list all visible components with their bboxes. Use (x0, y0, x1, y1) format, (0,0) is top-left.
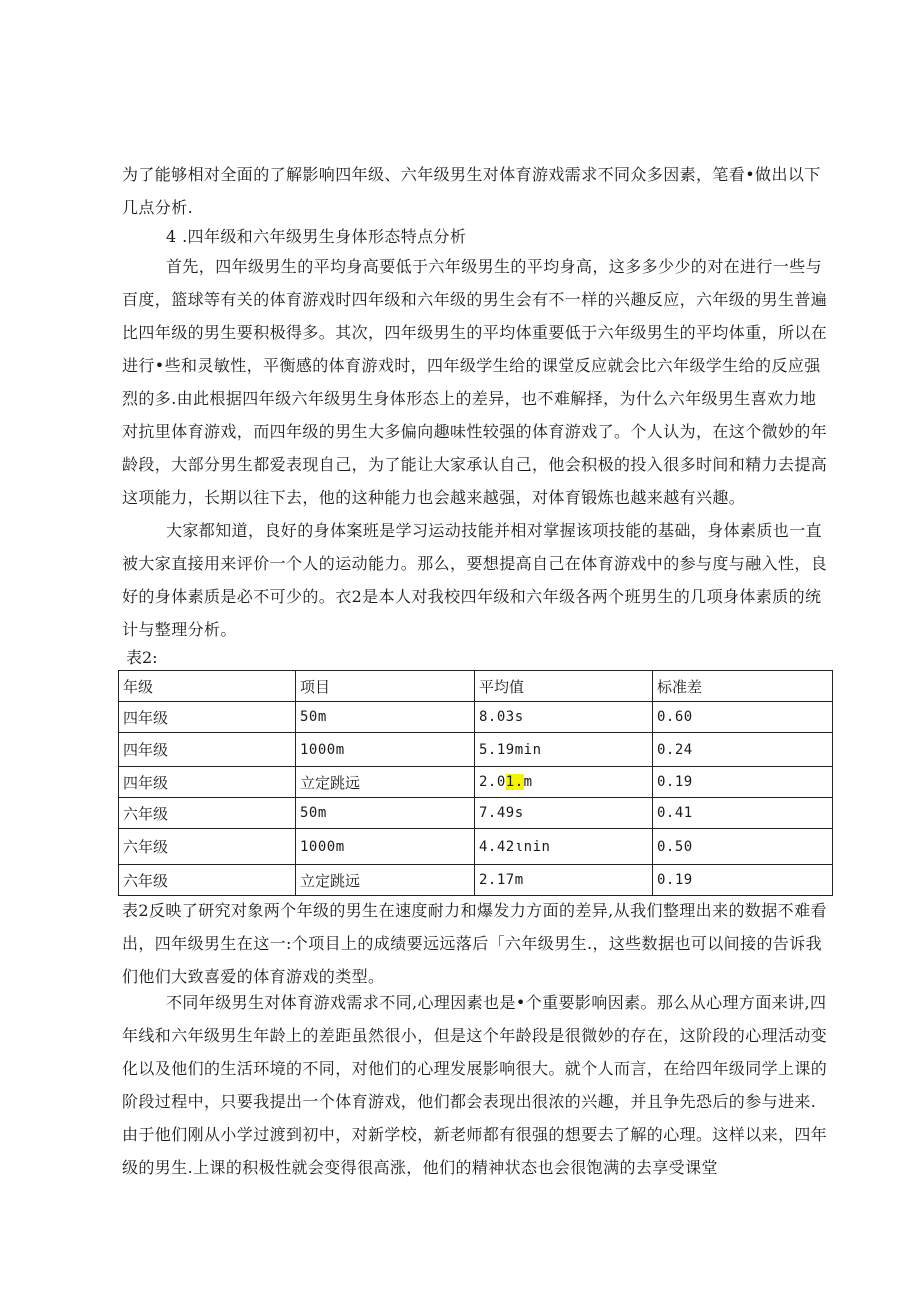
table-row (119, 865, 833, 896)
table-row (119, 767, 833, 798)
highlight-mark: 1. (505, 774, 524, 790)
cell-item: 50m (296, 798, 475, 829)
cell-grade: 六年级 (119, 829, 296, 865)
section-heading: 4 .四年级和六年级男生身体形态特点分析 (166, 227, 467, 246)
header-mean: 平均值 (475, 671, 653, 702)
table-caption: 表2: (126, 648, 158, 667)
table-row (119, 733, 833, 767)
cell-grade: 六年级 (119, 865, 296, 896)
header-sd: 标准差 (653, 671, 833, 702)
cell-mean-highlighted (475, 767, 653, 798)
cell-mean: 2.17m (475, 865, 653, 896)
table-header-row (119, 671, 833, 702)
cell-mean: 4.42ιnin (475, 829, 653, 865)
cell-mean: 7.49s (475, 798, 653, 829)
cell-sd: 0.19 (653, 767, 833, 798)
cell-grade: 四年级 (119, 733, 296, 767)
table-row (119, 829, 833, 865)
cell-grade: 六年级 (119, 798, 296, 829)
paragraph-psychology: 不同年级男生对体育游戏需求不同,心理因素也是•个重要影响因素。那么从心理方面来讲,四年线和六年级男生年龄上的差距虽然很小，但是这个年龄段是很微妙的存在，这阶段的心理活动变化以及他们的生活环境的不同，对他们的心理发展影响很大。就个人而言，在给四年级同学上课的阶段过程中，只要我提出一个体育游戏，他们都会表现出很浓的兴趣，并且争先恐后的参与进来.由于他们刚从小学过渡到初中，对新学校，新老师都有很强的想要去了解的心理。这样以来，四年级的男生.上课的积极性就会变得很高涨，他们的精神状态也会很饱满的去享受课堂 (122, 993, 828, 1177)
cell-item: 50m (296, 702, 475, 733)
header-grade: 年级 (119, 671, 296, 702)
cell-mean: 5.19min (475, 733, 653, 767)
cell-item: 1000m (296, 733, 475, 767)
cell-grade: 四年级 (119, 767, 296, 798)
fitness-table (118, 670, 833, 896)
cell-sd: 0.41 (653, 798, 833, 829)
cell-item: 立定跳远 (296, 767, 475, 798)
table-row (119, 798, 833, 829)
header-item: 项目 (296, 671, 475, 702)
highlighted-value: 2.01.m (479, 774, 533, 790)
cell-mean: 8.03s (475, 702, 653, 733)
paragraph-body-shape: 首先，四年级男生的平均身高要低于六年级男生的平均身高，这多多少少的对在进行一些与百度，篮球等有关的体育游戏时四年级和六年级的男生会有不一样的兴趣反应，六年级的男生普遍比四年级的男生要积极得多。其次，四年级男生的平均体重要低于六年级男生的平均体重，所以在进行•些和灵敏性，平衡感的体育游戏时，四年级学生给的课堂反应就会比六年级学生给的反应强烈的多.由此根据四年级六年级男生身体形态上的差异，也不难解择，为什么六年级男生喜欢力地对抗里体育游戏，而四年级的男生大多偏向趣味性较强的体育游戏了。个人认为，在这个微妙的年龄段，大部分男生都爱表现自己，为了能让大家承认自己，他会积极的投入很多时间和精力去提高这项能力，长期以往下去，他的这种能力也会越来越强，对体育锻炼也越来越有兴趣。 (122, 257, 828, 507)
cell-sd: 0.60 (653, 702, 833, 733)
paragraph-physical-quality: 大家都知道，良好的身体案班是学习运动技能并相对掌握该项技能的基础，身体素质也一直被大家直接用来评价一个人的运动能力。那么，要想提高自己在体育游戏中的参与度与融入性，良好的身体素质是必不可少的。衣2是本人对我校四年级和六年级各两个班男生的几项身体素质的统计与整理分析。 (122, 521, 828, 639)
cell-sd: 0.24 (653, 733, 833, 767)
paragraph-table-analysis: 表2反映了研究对象两个年级的男生在速度耐力和爆发力方面的差异,从我们整理出来的数据不难看出，四年级男生在这一:个项目上的成绩要远远落后「六年级男生.，这些数据也可以间接的告诉我们他们大致喜爱的体育游戏的类型。 (122, 901, 827, 986)
cell-grade: 四年级 (119, 702, 296, 733)
table-row (119, 702, 833, 733)
cell-sd: 0.50 (653, 829, 833, 865)
cell-item: 立定跳远 (296, 865, 475, 896)
cell-sd: 0.19 (653, 865, 833, 896)
intro-paragraph: 为了能够相对全面的了解影响四年级、六年级男生对体育游戏需求不同众多因素，笔看•做出以下几点分析. (122, 165, 821, 217)
cell-item: 1000m (296, 829, 475, 865)
